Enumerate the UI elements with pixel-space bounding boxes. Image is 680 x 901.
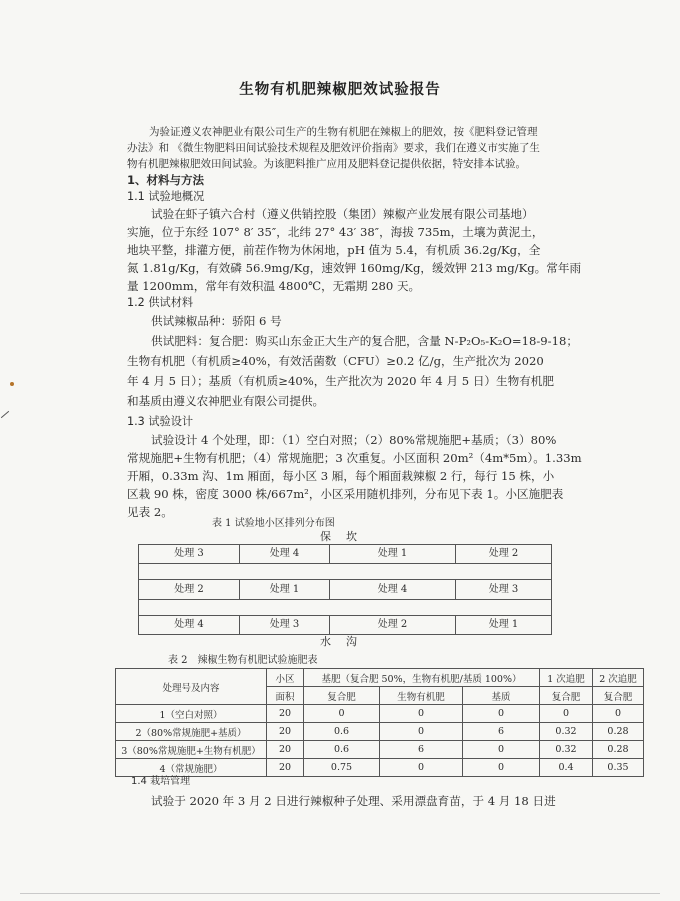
design-line-1: 试验设计 4 个处理，即：（1）空白对照；（2）80%常规施肥+基质；（3）80% — [151, 433, 557, 447]
table-cell: 处理 1 — [330, 545, 456, 563]
intro-line-2: 办法》和 《微生物肥料田间试验技术规程及肥效评价指南》要求，我们在遵义市实施了生 — [127, 142, 540, 154]
table-cell: 2（80%常规施肥+基质） — [116, 723, 267, 741]
table-cell: 处理 4 — [330, 580, 456, 599]
table-cell: 1（空白对照） — [116, 705, 267, 723]
table-cell: 处理 2 — [330, 616, 456, 634]
table-cell: 处理 4 — [240, 545, 330, 563]
table-cell: 0.6 — [304, 741, 380, 759]
subheader-topdress-2-compound: 复合肥 — [593, 687, 644, 705]
site-line-1: 试验在虾子镇六合村（遵义供销控股（集团）辣椒产业发展有限公司基地） — [151, 207, 534, 221]
subheader-bio-organic: 生物有机肥 — [380, 687, 463, 705]
table-cell: 0 — [463, 759, 540, 777]
table-cell: 20 — [267, 723, 304, 741]
header-base-fertilizer: 基肥（复合肥 50%，生物有机肥/基质 100%） — [304, 669, 540, 687]
intro-line-3: 物有机肥辣椒肥效田间试验。为该肥料推广应用及肥料登记提供依据，特安排本试验。 — [127, 158, 526, 170]
document-title: 生物有机肥辣椒肥效试验报告 — [239, 82, 441, 98]
table-cell: 处理 3 — [139, 545, 240, 563]
table-cell: 20 — [267, 741, 304, 759]
page-footer-line — [20, 893, 660, 894]
table-cell: 4（常规施肥） — [116, 759, 267, 777]
cultivation-line-1: 试验于 2020 年 3 月 2 日进行辣椒种子处理、采用漂盘育苗，于 4 月 18 日进 — [151, 794, 556, 808]
table-cell: 0.4 — [540, 759, 593, 777]
materials-line-3: 年 4 月 5 日）；基质（有机质≥40%，生产批次为 2020 年 4 月 5 日）生物有机肥 — [127, 374, 554, 388]
table-row — [116, 741, 644, 759]
table-cell: 处理 2 — [488, 548, 519, 559]
table-cell: 0.28 — [593, 723, 644, 741]
table-cell: 处理 2 — [139, 580, 240, 599]
header-topdress-2: 2 次追肥 — [593, 669, 644, 687]
site-line-2: 实施，位于东经 107° 8′ 35″，北纬 27° 43′ 38″，海拔 735m，土壤为黄泥土， — [127, 225, 544, 239]
table-cell: 处理 4 — [139, 616, 240, 634]
materials-line-4: 和基质由遵义农神肥业有限公司提供。 — [127, 394, 325, 408]
table-row — [138, 615, 552, 635]
table-cell: 处理 1 — [488, 619, 519, 630]
table-cell: 20 — [267, 705, 304, 723]
variety-line: 供试辣椒品种：骄阳 6 号 — [151, 314, 282, 328]
table-row — [116, 723, 644, 741]
subheader-substrate: 基质 — [463, 687, 540, 705]
table-cell: 0 — [380, 723, 463, 741]
materials-line-2: 生物有机肥（有机质≥40%，有效活菌数（CFU）≥0.2 亿/g，生产批次为 2020 — [127, 354, 544, 368]
table-cell: 0.35 — [593, 759, 644, 777]
section-heading-materials-methods: 1、材料与方法 — [127, 173, 205, 187]
header-topdress-1: 1 次追肥 — [540, 669, 593, 687]
header-area-bottom: 面积 — [267, 687, 304, 705]
table-cell: 0.75 — [304, 759, 380, 777]
site-line-5: 量 1200mm，常年有效积温 4800℃，无霜期 280 天。 — [127, 279, 421, 293]
intro-line-1: 为验证遵义农神肥业有限公司生产的生物有机肥在辣椒上的肥效，按《肥料登记管理 — [149, 126, 538, 138]
table-cell: 0.32 — [540, 741, 593, 759]
site-line-4: 氮 1.81g/Kg，有效磷 56.9mg/Kg，速效钾 160mg/Kg，缓效钾 213 mg/Kg。常年雨 — [127, 261, 582, 275]
subheader-topdress-1-compound: 复合肥 — [540, 687, 593, 705]
scan-speck — [10, 382, 14, 386]
materials-line-1: 供试肥料：复合肥：购买山东金正大生产的复合肥，含量 N-P₂O₅-K₂O=18-9-18； — [151, 334, 578, 348]
table-cell: 0 — [380, 705, 463, 723]
row-gap — [138, 564, 552, 579]
table2-caption: 表 2 辣椒生物有机肥试验施肥表 — [168, 655, 318, 666]
scan-speck — [1, 411, 9, 418]
subheader-compound: 复合肥 — [304, 687, 380, 705]
table-cell: 0 — [593, 705, 644, 723]
fertilization-table — [115, 668, 644, 777]
table-cell: 0 — [304, 705, 380, 723]
table-cell: 0 — [463, 705, 540, 723]
design-line-3: 开厢，0.33m 沟、1m 厢面，每小区 3 厢，每个厢面栽辣椒 2 行，每行 15 株，小 — [127, 469, 555, 483]
table-row — [138, 544, 552, 564]
design-line-4: 区栽 90 株，密度 3000 株/667m²，小区采用随机排列，分布见下表 1。小区施肥表 — [127, 487, 564, 501]
table1-bottom-label: 水 沟 — [320, 635, 359, 648]
table-row — [116, 705, 644, 723]
table-cell: 处理 3 — [240, 616, 330, 634]
table-cell: 0 — [380, 759, 463, 777]
header-area-top: 小区 — [267, 669, 304, 687]
table-cell: 6 — [380, 741, 463, 759]
table1-top-label: 保 坎 — [320, 530, 359, 543]
section-heading-cultivation: 1.4 栽培管理 — [131, 776, 191, 787]
section-heading-materials: 1.2 供试材料 — [127, 296, 194, 309]
table-cell: 20 — [267, 759, 304, 777]
section-heading-site: 1.1 试验地概况 — [127, 190, 205, 203]
section-heading-design: 1.3 试验设计 — [127, 415, 194, 428]
site-line-3: 地块平整，排灌方便，前茬作物为休闲地，pH 值为 5.4，有机质 36.2g/Kg，全 — [127, 243, 541, 257]
table-row — [138, 579, 552, 600]
table-cell: 6 — [463, 723, 540, 741]
table-cell: 0.6 — [304, 723, 380, 741]
table-cell: 3（80%常规施肥+生物有机肥） — [116, 741, 267, 759]
design-line-5: 见表 2。 — [127, 505, 173, 519]
table-cell: 0.28 — [593, 741, 644, 759]
table-cell: 0 — [463, 741, 540, 759]
row-gap — [138, 600, 552, 615]
table1-caption: 表 1 试验地小区排列分布图 — [212, 518, 335, 529]
header-treatment: 处理号及内容 — [116, 669, 267, 705]
table-cell: 0 — [540, 705, 593, 723]
design-line-2: 常规施肥+生物有机肥；（4）常规施肥；3 次重复。小区面积 20m²（4m*5m）。1.33m — [127, 451, 582, 465]
table-header-row — [116, 669, 644, 687]
table-cell: 0.32 — [540, 723, 593, 741]
table-cell: 处理 3 — [488, 584, 519, 595]
table-cell: 处理 1 — [240, 580, 330, 599]
